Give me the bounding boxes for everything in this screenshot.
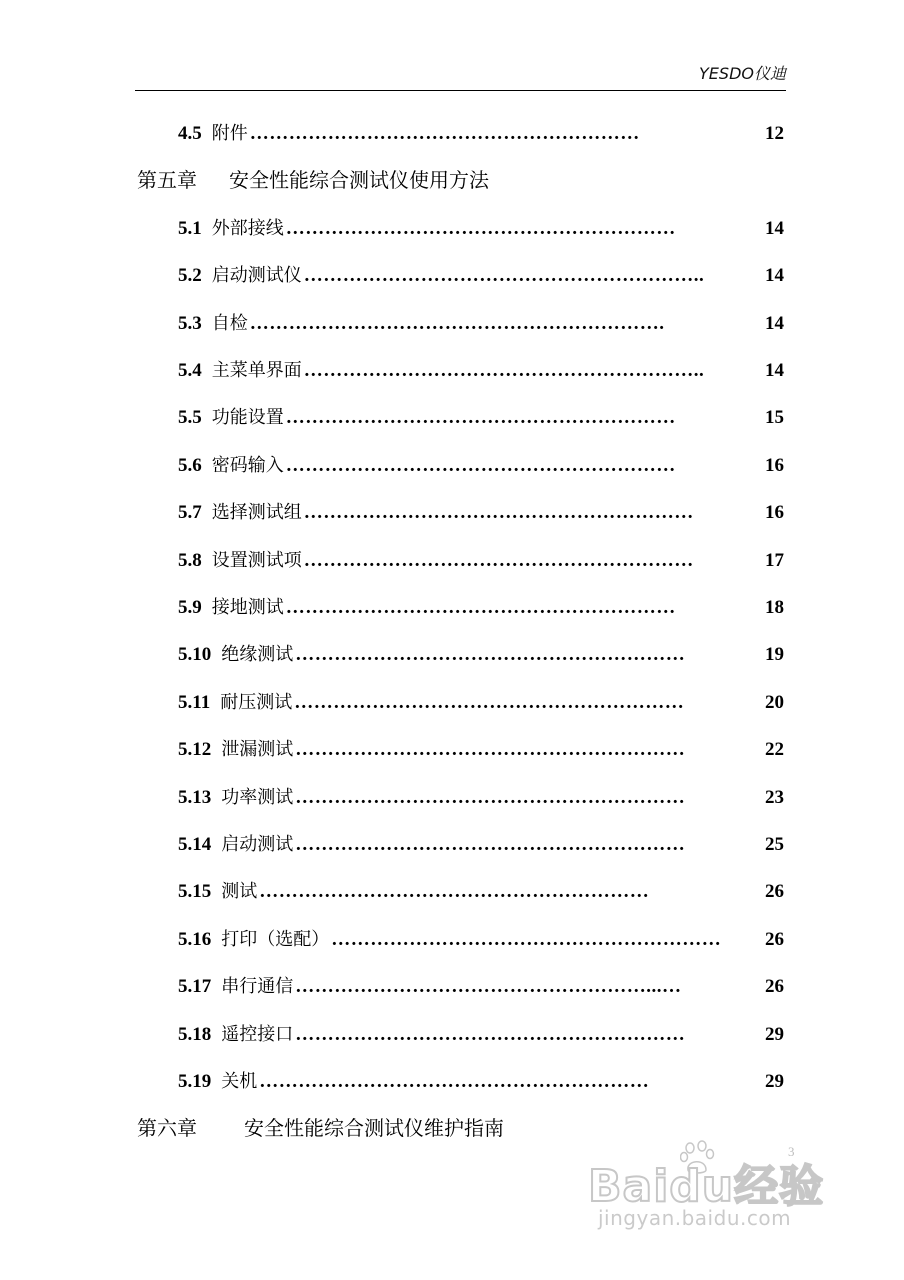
toc-entry-title: 附件 xyxy=(211,123,248,144)
toc-entry[interactable] xyxy=(178,547,784,575)
toc-dot-leader: …………………………………………………… xyxy=(295,644,686,666)
toc-entry-title: 打印（选配） xyxy=(221,928,330,950)
toc-entry-page: 16 xyxy=(765,454,784,476)
toc-entry-title: 启动测试 xyxy=(221,834,294,855)
toc-entry-title: 启动测试仪 xyxy=(211,265,302,287)
toc-entry-title: 关机 xyxy=(221,1071,258,1092)
toc-entry-number: 4.5 xyxy=(178,123,202,144)
toc-entry-page: 17 xyxy=(765,549,784,571)
watermark-page-mark: 3 xyxy=(788,1144,795,1159)
toc-entry-page: 26 xyxy=(765,881,784,903)
toc-dot-leader: …………………………………………………… xyxy=(259,1071,650,1092)
toc-entry-number: 5.14 xyxy=(178,834,212,855)
toc-dot-leader: …………………………………………………… xyxy=(295,786,686,808)
toc-dot-leader: …………………………………………………… xyxy=(295,1023,686,1045)
toc-entry[interactable] xyxy=(178,641,784,669)
toc-entry-number: 5.13 xyxy=(178,786,212,808)
toc-entry[interactable] xyxy=(178,452,784,480)
toc-entry-title: 绝缘测试 xyxy=(221,644,294,666)
toc-entry-page: 19 xyxy=(765,644,784,666)
toc-entry-number: 5.2 xyxy=(178,265,202,287)
toc-entry[interactable] xyxy=(178,310,784,338)
toc-entry-number: 5.10 xyxy=(178,644,212,666)
toc-entry-number: 5.4 xyxy=(178,360,202,381)
toc-entry-number: 5.1 xyxy=(178,217,202,239)
toc-entry-number: 5.11 xyxy=(178,691,211,713)
toc-entry-page: 14 xyxy=(765,360,784,381)
toc-dot-leader: …………………………………………………….. xyxy=(303,360,705,381)
toc-entry[interactable] xyxy=(178,120,784,148)
toc-entry[interactable] xyxy=(178,262,784,290)
toc-entry-number: 5.15 xyxy=(178,881,212,903)
toc-entry-number: 5.7 xyxy=(178,502,202,524)
toc-dot-leader: …………………………………………………… xyxy=(294,691,685,713)
toc-entry-number: 5.6 xyxy=(178,454,202,476)
toc-entry[interactable] xyxy=(178,689,784,717)
toc-entry-page: 14 xyxy=(765,265,784,287)
toc-entry-title: 选择测试组 xyxy=(211,502,302,524)
toc-entry-page: 23 xyxy=(765,786,784,808)
toc-entry[interactable] xyxy=(178,499,784,527)
chapter-heading xyxy=(137,1113,504,1143)
toc-entry-page: 26 xyxy=(765,928,784,950)
toc-entry[interactable] xyxy=(178,404,784,432)
toc-entry-number: 5.9 xyxy=(178,597,202,618)
toc-entry-title: 主菜单界面 xyxy=(211,360,302,381)
toc-entry-title: 串行通信 xyxy=(221,976,294,998)
toc-dot-leader: …………………………………………………… xyxy=(285,597,676,618)
toc-entry-number: 5.19 xyxy=(178,1071,212,1092)
toc-entry-title: 泄漏测试 xyxy=(221,739,294,761)
header-rule xyxy=(135,90,786,91)
toc-dot-leader: …………………………………………………… xyxy=(295,834,686,855)
toc-entry-page: 16 xyxy=(765,502,784,524)
toc-entry-title: 功率测试 xyxy=(221,786,294,808)
toc-entry-page: 26 xyxy=(765,976,784,998)
toc-entry-number: 5.16 xyxy=(178,928,212,950)
toc-entry-page: 29 xyxy=(765,1071,784,1092)
toc-entry-number: 5.12 xyxy=(178,739,212,761)
toc-entry-page: 25 xyxy=(765,834,784,855)
page-header-brand: YESDO仪迪 xyxy=(699,64,786,83)
toc-entry[interactable] xyxy=(178,878,784,906)
toc-entry[interactable] xyxy=(178,831,784,859)
toc-dot-leader: …………………………………………………….. xyxy=(303,265,705,287)
toc-entry-page: 20 xyxy=(765,691,784,713)
toc-dot-leader: …………………………………………………… xyxy=(331,928,722,950)
toc-entry-number: 5.3 xyxy=(178,312,202,334)
toc-entry[interactable] xyxy=(178,357,784,385)
toc-entry-number: 5.8 xyxy=(178,549,202,571)
toc-entry-page: 14 xyxy=(765,217,784,239)
toc-entry-page: 29 xyxy=(765,1023,784,1045)
toc-entry-page: 18 xyxy=(765,597,784,618)
toc-dot-leader: …………………………………………………… xyxy=(249,123,640,144)
watermark-logo: Baidu经验 xyxy=(588,1161,825,1212)
toc-entry-number: 5.18 xyxy=(178,1023,212,1045)
chapter-heading xyxy=(137,165,489,195)
toc-entry[interactable] xyxy=(178,926,784,954)
toc-entry-number: 5.5 xyxy=(178,407,202,429)
toc-entry-page: 22 xyxy=(765,739,784,761)
chapter-title: 安全性能综合测试仪使用方法 xyxy=(229,168,489,193)
toc-entry-page: 15 xyxy=(765,407,784,429)
toc-entry-title: 外部接线 xyxy=(211,217,284,239)
toc-entry-title: 自检 xyxy=(211,312,248,334)
toc-dot-leader: …………………………………………………… xyxy=(285,454,676,476)
toc-entry-page: 14 xyxy=(765,312,784,334)
toc-entry[interactable] xyxy=(178,736,784,764)
chapter-label: 第六章 xyxy=(137,1116,197,1141)
toc-dot-leader: …………………………………………………… xyxy=(259,881,650,903)
toc-entry-title: 接地测试 xyxy=(211,597,284,618)
toc-dot-leader: ………………………………………………...… xyxy=(295,976,682,998)
toc-entry-title: 耐压测试 xyxy=(220,691,293,713)
toc-entry[interactable] xyxy=(178,215,784,243)
baidu-jingyan-watermark xyxy=(588,1140,848,1250)
toc-entry-title: 功能设置 xyxy=(211,407,284,429)
toc-entry-title: 设置测试项 xyxy=(211,549,302,571)
toc-dot-leader: …………………………………………………… xyxy=(285,407,676,429)
toc-entry-page: 12 xyxy=(765,123,784,144)
watermark-url: jingyan.baidu.com xyxy=(598,1206,792,1230)
toc-dot-leader: …………………………………………………… xyxy=(285,217,676,239)
toc-entry-title: 遥控接口 xyxy=(221,1023,294,1045)
toc-entry[interactable] xyxy=(178,784,784,812)
chapter-title: 安全性能综合测试仪维护指南 xyxy=(244,1116,504,1141)
toc-entry-title: 测试 xyxy=(221,881,258,903)
toc-dot-leader: …………………………………………………… xyxy=(303,549,694,571)
toc-entry[interactable] xyxy=(178,973,784,1001)
toc-entry[interactable] xyxy=(178,1021,784,1049)
toc-dot-leader: ………………………………………………………. xyxy=(249,312,665,334)
toc-entry[interactable] xyxy=(178,1068,784,1096)
toc-entry-title: 密码输入 xyxy=(211,454,284,476)
toc-dot-leader: …………………………………………………… xyxy=(295,739,686,761)
toc-entry-number: 5.17 xyxy=(178,976,212,998)
toc-dot-leader: …………………………………………………… xyxy=(303,502,694,524)
toc-entry[interactable] xyxy=(178,594,784,622)
chapter-label: 第五章 xyxy=(137,168,197,193)
